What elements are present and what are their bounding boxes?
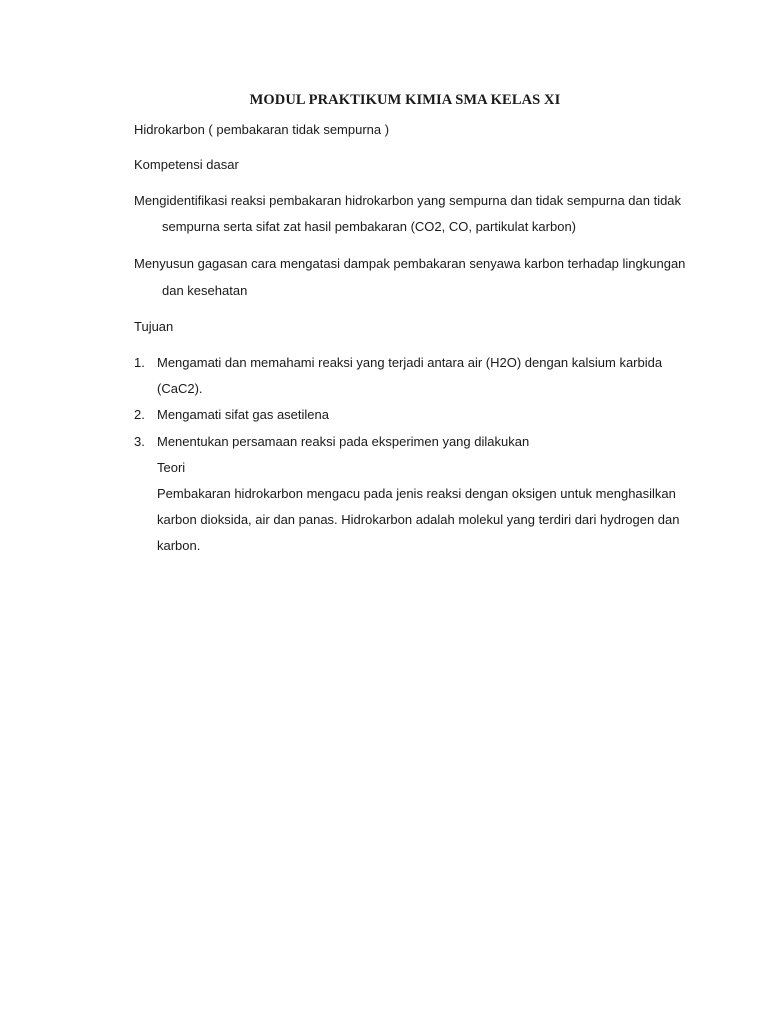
kd2-line-1: Menyusun gagasan cara mengatasi dampak pembakaran senyawa karbon terhadap lingkungan — [134, 256, 686, 271]
teori-line-3: karbon. — [157, 538, 201, 553]
section-heading-kompetensi: Kompetensi dasar — [134, 157, 239, 172]
kd1-line-1: Mengidentifikasi reaksi pembakaran hidrokarbon yang sempurna dan tidak sempurna dan tidak — [134, 193, 682, 208]
kd1-line-2: sempurna serta sifat zat hasil pembakaran (CO2, CO, partikulat karbon) — [162, 219, 577, 234]
list-item-text: Mengamati dan memahami reaksi yang terjadi antara air (H2O) dengan kalsium karbida — [157, 355, 663, 370]
list-item-text-continuation: (CaC2). — [157, 381, 203, 396]
list-item-text: Menentukan persamaan reaksi pada eksperimen yang dilakukan — [157, 434, 530, 449]
teori-line-1: Pembakaran hidrokarbon mengacu pada jenis reaksi dengan oksigen untuk menghasilkan — [157, 486, 676, 501]
list-item-number: 3. — [134, 434, 145, 449]
kd2-line-2: dan kesehatan — [162, 283, 248, 298]
document-title: MODUL PRAKTIKUM KIMIA SMA KELAS XI — [249, 92, 561, 108]
list-item-text: Mengamati sifat gas asetilena — [157, 407, 329, 422]
section-heading-tujuan: Tujuan — [134, 319, 174, 334]
list-item-number: 1. — [134, 355, 145, 370]
section-heading-teori: Teori — [157, 460, 186, 475]
teori-line-2: karbon dioksida, air dan panas. Hidrokarbon adalah molekul yang terdiri dari hydrogen dan — [157, 512, 680, 527]
document-subtitle: Hidrokarbon ( pembakaran tidak sempurna ) — [134, 122, 390, 137]
list-item-number: 2. — [134, 407, 145, 422]
